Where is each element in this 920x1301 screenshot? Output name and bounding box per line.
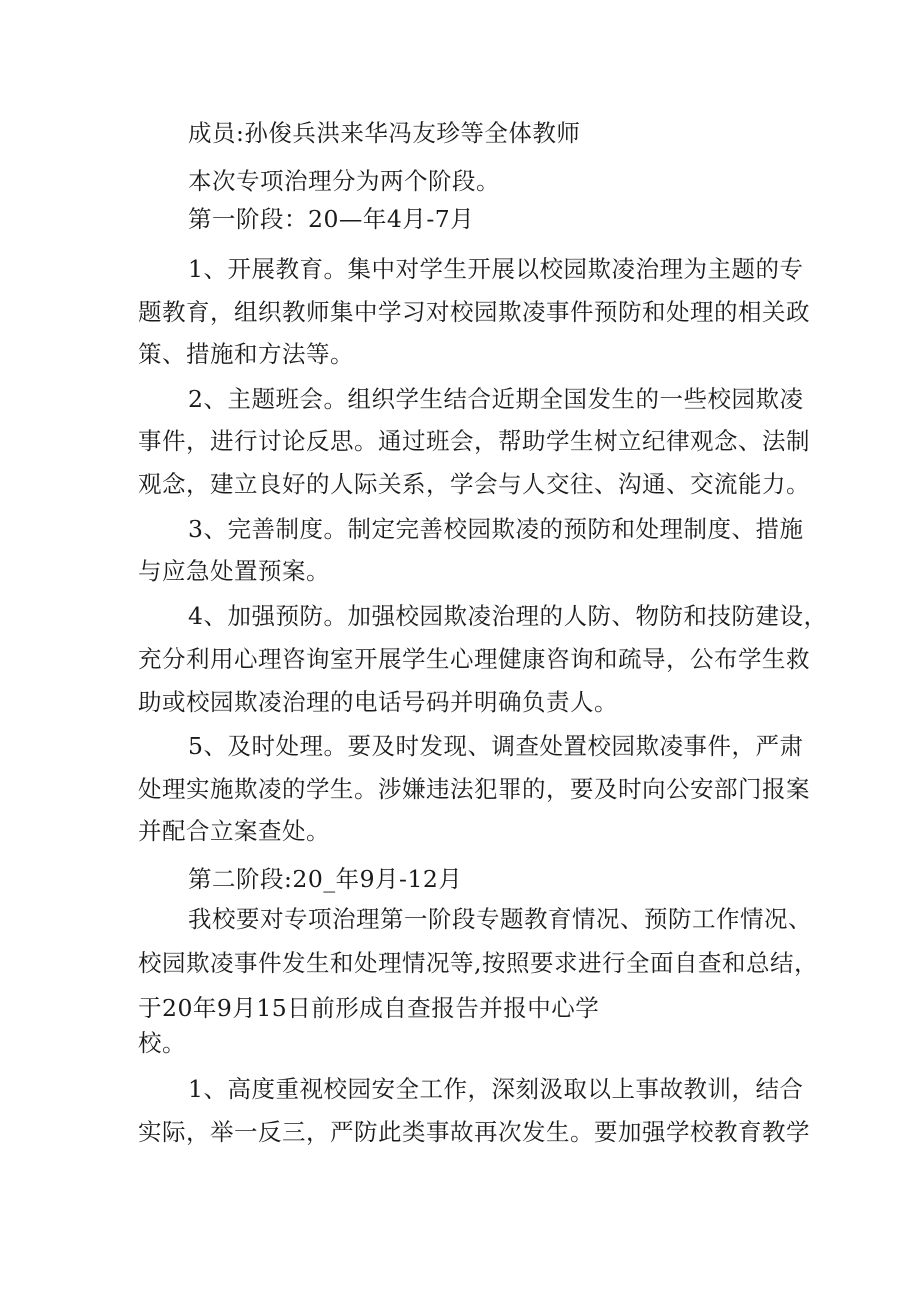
item2-line: 事件，进行讨论反思。通过班会，帮助学生树立纪律观念、法制 [138, 427, 810, 455]
phase1-heading: 第一阶段：20—年4月-7月 [188, 205, 475, 233]
item4-line: 4、加强预防。加强校园欺凌治理的人防、物防和技防建设， [188, 602, 828, 630]
item1-line: 1、开展教育。集中对学生开展以校园欺凌治理为主题的专 [188, 255, 804, 283]
phase2-paragraph-line: 我校要对专项治理第一阶段专题教育情况、预防工作情况、 [188, 905, 812, 933]
intro-line: 本次专项治理分为两个阶段。 [188, 167, 500, 195]
phase2-paragraph-line: 校园欺凌事件发生和处理情况等,按照要求进行全面自查和总结， [138, 949, 818, 977]
item3-line: 与应急处置预案。 [138, 557, 330, 585]
members-line: 成员:孙俊兵洪来华冯友珍等全体教师 [188, 119, 581, 147]
phase2-heading: 第二阶段:20_年9月-12月 [188, 865, 463, 893]
phase2-paragraph-line: 于20年9月15日前形成自查报告并报中心学 [138, 994, 600, 1022]
item2-line: 观念，建立良好的人际关系，学会与人交往、沟通、交流能力。 [138, 470, 810, 498]
item1-line: 策、措施和方法等。 [138, 340, 354, 368]
item1-line: 题教育，组织教师集中学习对校园欺凌事件预防和处理的相关政 [138, 298, 810, 326]
phase2-paragraph-line: 校。 [138, 1029, 186, 1057]
item2-line: 2、主题班会。组织学生结合近期全国发生的一些校园欺凌 [188, 385, 804, 413]
final-item-line: 1、高度重视校园安全工作，深刻汲取以上事故教训，结合 [188, 1075, 804, 1103]
item5-line: 5、及时处理。要及时发现、调查处置校园欺凌事件，严肃 [188, 732, 804, 760]
item4-line: 助或校园欺凌治理的电话号码并明确负责人。 [138, 688, 618, 716]
item5-line: 处理实施欺凌的学生。涉嫌违法犯罪的，要及时向公安部门报案 [138, 775, 810, 803]
item5-line: 并配合立案查处。 [138, 817, 330, 845]
item3-line: 3、完善制度。制定完善校园欺凌的预防和处理制度、措施 [188, 515, 804, 543]
item4-line: 充分利用心理咨询室开展学生心理健康咨询和疏导，公布学生救 [138, 645, 810, 673]
final-item-line: 实际，举一反三，严防此类事故再次发生。要加强学校教育教学 [138, 1118, 810, 1146]
